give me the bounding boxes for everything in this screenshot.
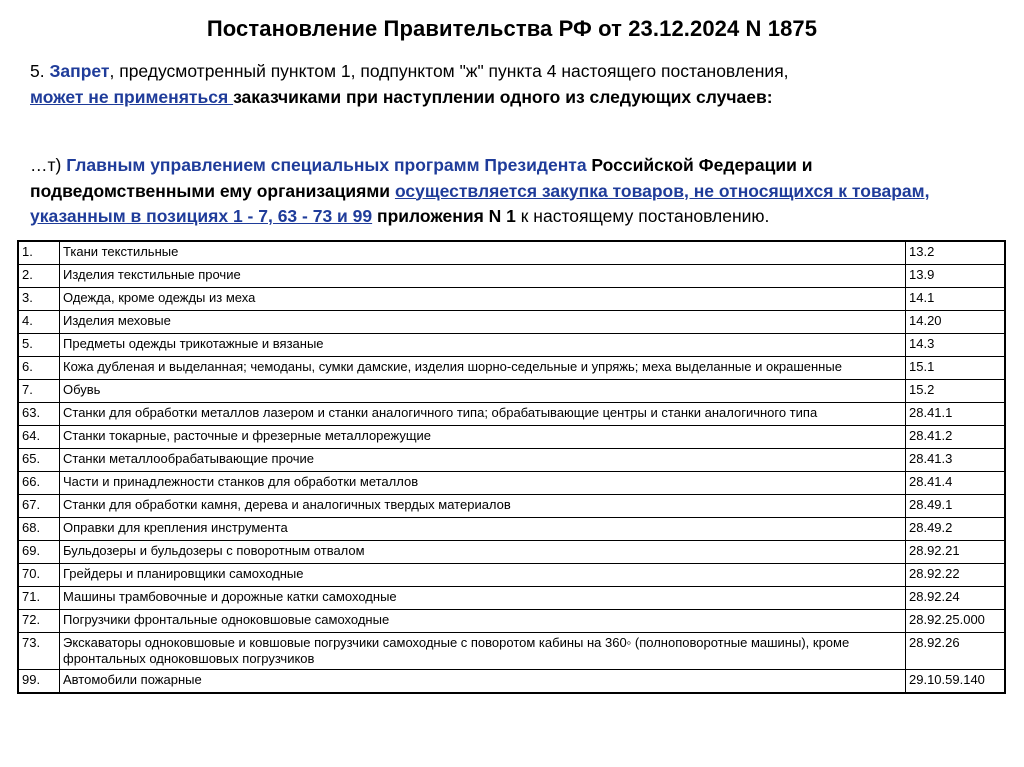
row-number: 63. — [19, 403, 60, 426]
row-name: Станки металлообрабатывающие прочие — [60, 449, 906, 472]
table-row — [19, 357, 1005, 380]
table-row — [19, 380, 1005, 403]
subparagraph-t — [30, 153, 1000, 230]
row-code: 13.2 — [906, 242, 1005, 265]
table-row — [19, 426, 1005, 449]
row-code: 15.1 — [906, 357, 1005, 380]
row-name: Оправки для крепления инструмента — [60, 518, 906, 541]
table-row — [19, 670, 1005, 693]
table-row — [19, 564, 1005, 587]
table-row — [19, 288, 1005, 311]
row-code: 28.92.24 — [906, 587, 1005, 610]
row-name: Экскаваторы одноковшовые и ковшовые погрузчики самоходные с поворотом кабины на 360◦ (полноповоротные машины), кроме фронтальных одноковшовых погрузчиков — [60, 633, 906, 670]
row-name: Изделия меховые — [60, 311, 906, 334]
table-row — [19, 311, 1005, 334]
row-number: 70. — [19, 564, 60, 587]
row-number: 65. — [19, 449, 60, 472]
table-row — [19, 541, 1005, 564]
table-row — [19, 587, 1005, 610]
gusp-term: Главным управлением специальных программ Президента — [66, 155, 587, 175]
prohibition-term: Запрет — [49, 61, 110, 81]
row-number: 5. — [19, 334, 60, 357]
row-name: Бульдозеры и бульдозеры с поворотным отвалом — [60, 541, 906, 564]
row-code: 28.92.22 — [906, 564, 1005, 587]
row-number: 2. — [19, 265, 60, 288]
row-number: 71. — [19, 587, 60, 610]
procurement-link[interactable]: осуществляется закупка товаров, не относящихся к товарам, указанным в позициях 1 - 7, 63 - 73 и 99 — [30, 180, 930, 226]
subparagraph-text-bold: Российской Федерации и подведомственными ему организациями — [30, 155, 813, 201]
row-name: Обувь — [60, 380, 906, 403]
row-name: Кожа дубленая и выделанная; чемоданы, сумки дамские, изделия шорно-седельные и упряжь; меха выделанные и окрашенные — [60, 357, 906, 380]
row-number: 64. — [19, 426, 60, 449]
row-number: 4. — [19, 311, 60, 334]
row-name: Машины трамбовочные и дорожные катки самоходные — [60, 587, 906, 610]
paragraph-number: 5. — [30, 61, 50, 81]
row-number: 68. — [19, 518, 60, 541]
row-number: 67. — [19, 495, 60, 518]
table-row — [19, 242, 1005, 265]
row-name: Грейдеры и планировщики самоходные — [60, 564, 906, 587]
row-code: 28.41.3 — [906, 449, 1005, 472]
table-row — [19, 472, 1005, 495]
row-name: Ткани текстильные — [60, 242, 906, 265]
row-name: Изделия текстильные прочие — [60, 265, 906, 288]
row-code: 15.2 — [906, 380, 1005, 403]
row-code: 14.20 — [906, 311, 1005, 334]
table-row — [19, 449, 1005, 472]
row-code: 28.92.26 — [906, 633, 1005, 670]
paragraph-text: , предусмотренный пунктом 1, подпунктом "ж" пункта 4 настоящего постановления, — [109, 61, 789, 81]
page-title: Постановление Правительства РФ от 23.12.2024 N 1875 — [206, 16, 818, 41]
row-code: 14.1 — [906, 288, 1005, 311]
table-row — [19, 403, 1005, 426]
row-number: 1. — [19, 242, 60, 265]
row-name: Автомобили пожарные — [60, 670, 906, 693]
table-row — [19, 633, 1005, 670]
row-name: Погрузчики фронтальные одноковшовые самоходные — [60, 610, 906, 633]
row-name: Предметы одежды трикотажные и вязаные — [60, 334, 906, 357]
row-number: 66. — [19, 472, 60, 495]
subparagraph-prefix: …т) — [30, 155, 67, 175]
row-number: 7. — [19, 380, 60, 403]
row-code: 28.92.21 — [906, 541, 1005, 564]
row-code: 28.41.2 — [906, 426, 1005, 449]
row-name: Части и принадлежности станков для обработки металлов — [60, 472, 906, 495]
table-row — [19, 610, 1005, 633]
row-code: 28.49.1 — [906, 495, 1005, 518]
row-number: 72. — [19, 610, 60, 633]
row-code: 28.49.2 — [906, 518, 1005, 541]
may-not-apply-link[interactable]: может не применяться — [30, 86, 234, 107]
paragraph-text-bold: заказчиками при наступлении одного из следующих случаев: — [233, 86, 773, 107]
row-number: 69. — [19, 541, 60, 564]
row-code: 14.3 — [906, 334, 1005, 357]
row-name: Станки токарные, расточные и фрезерные металлорежущие — [60, 426, 906, 449]
row-number: 99. — [19, 670, 60, 693]
row-number: 3. — [19, 288, 60, 311]
table-row — [19, 495, 1005, 518]
row-name: Станки для обработки камня, дерева и аналогичных твердых материалов — [60, 495, 906, 518]
subparagraph-tail: к настоящему постановлению. — [515, 206, 770, 226]
appendix-ref: приложения N 1 — [372, 206, 516, 226]
table-row — [19, 334, 1005, 357]
row-code: 28.41.4 — [906, 472, 1005, 495]
table-row — [19, 518, 1005, 541]
row-number: 6. — [19, 357, 60, 380]
row-code: 28.92.25.000 — [906, 610, 1005, 633]
row-name: Одежда, кроме одежды из меха — [60, 288, 906, 311]
paragraph-5 — [30, 59, 1000, 110]
row-code: 28.41.1 — [906, 403, 1005, 426]
row-number: 73. — [19, 633, 60, 670]
row-code: 29.10.59.140 — [906, 670, 1005, 693]
row-name: Станки для обработки металлов лазером и станки аналогичного типа; обрабатывающие центры и станки аналогичного типа — [60, 403, 906, 426]
goods-table — [18, 241, 1005, 693]
row-code: 13.9 — [906, 265, 1005, 288]
table-row — [19, 265, 1005, 288]
